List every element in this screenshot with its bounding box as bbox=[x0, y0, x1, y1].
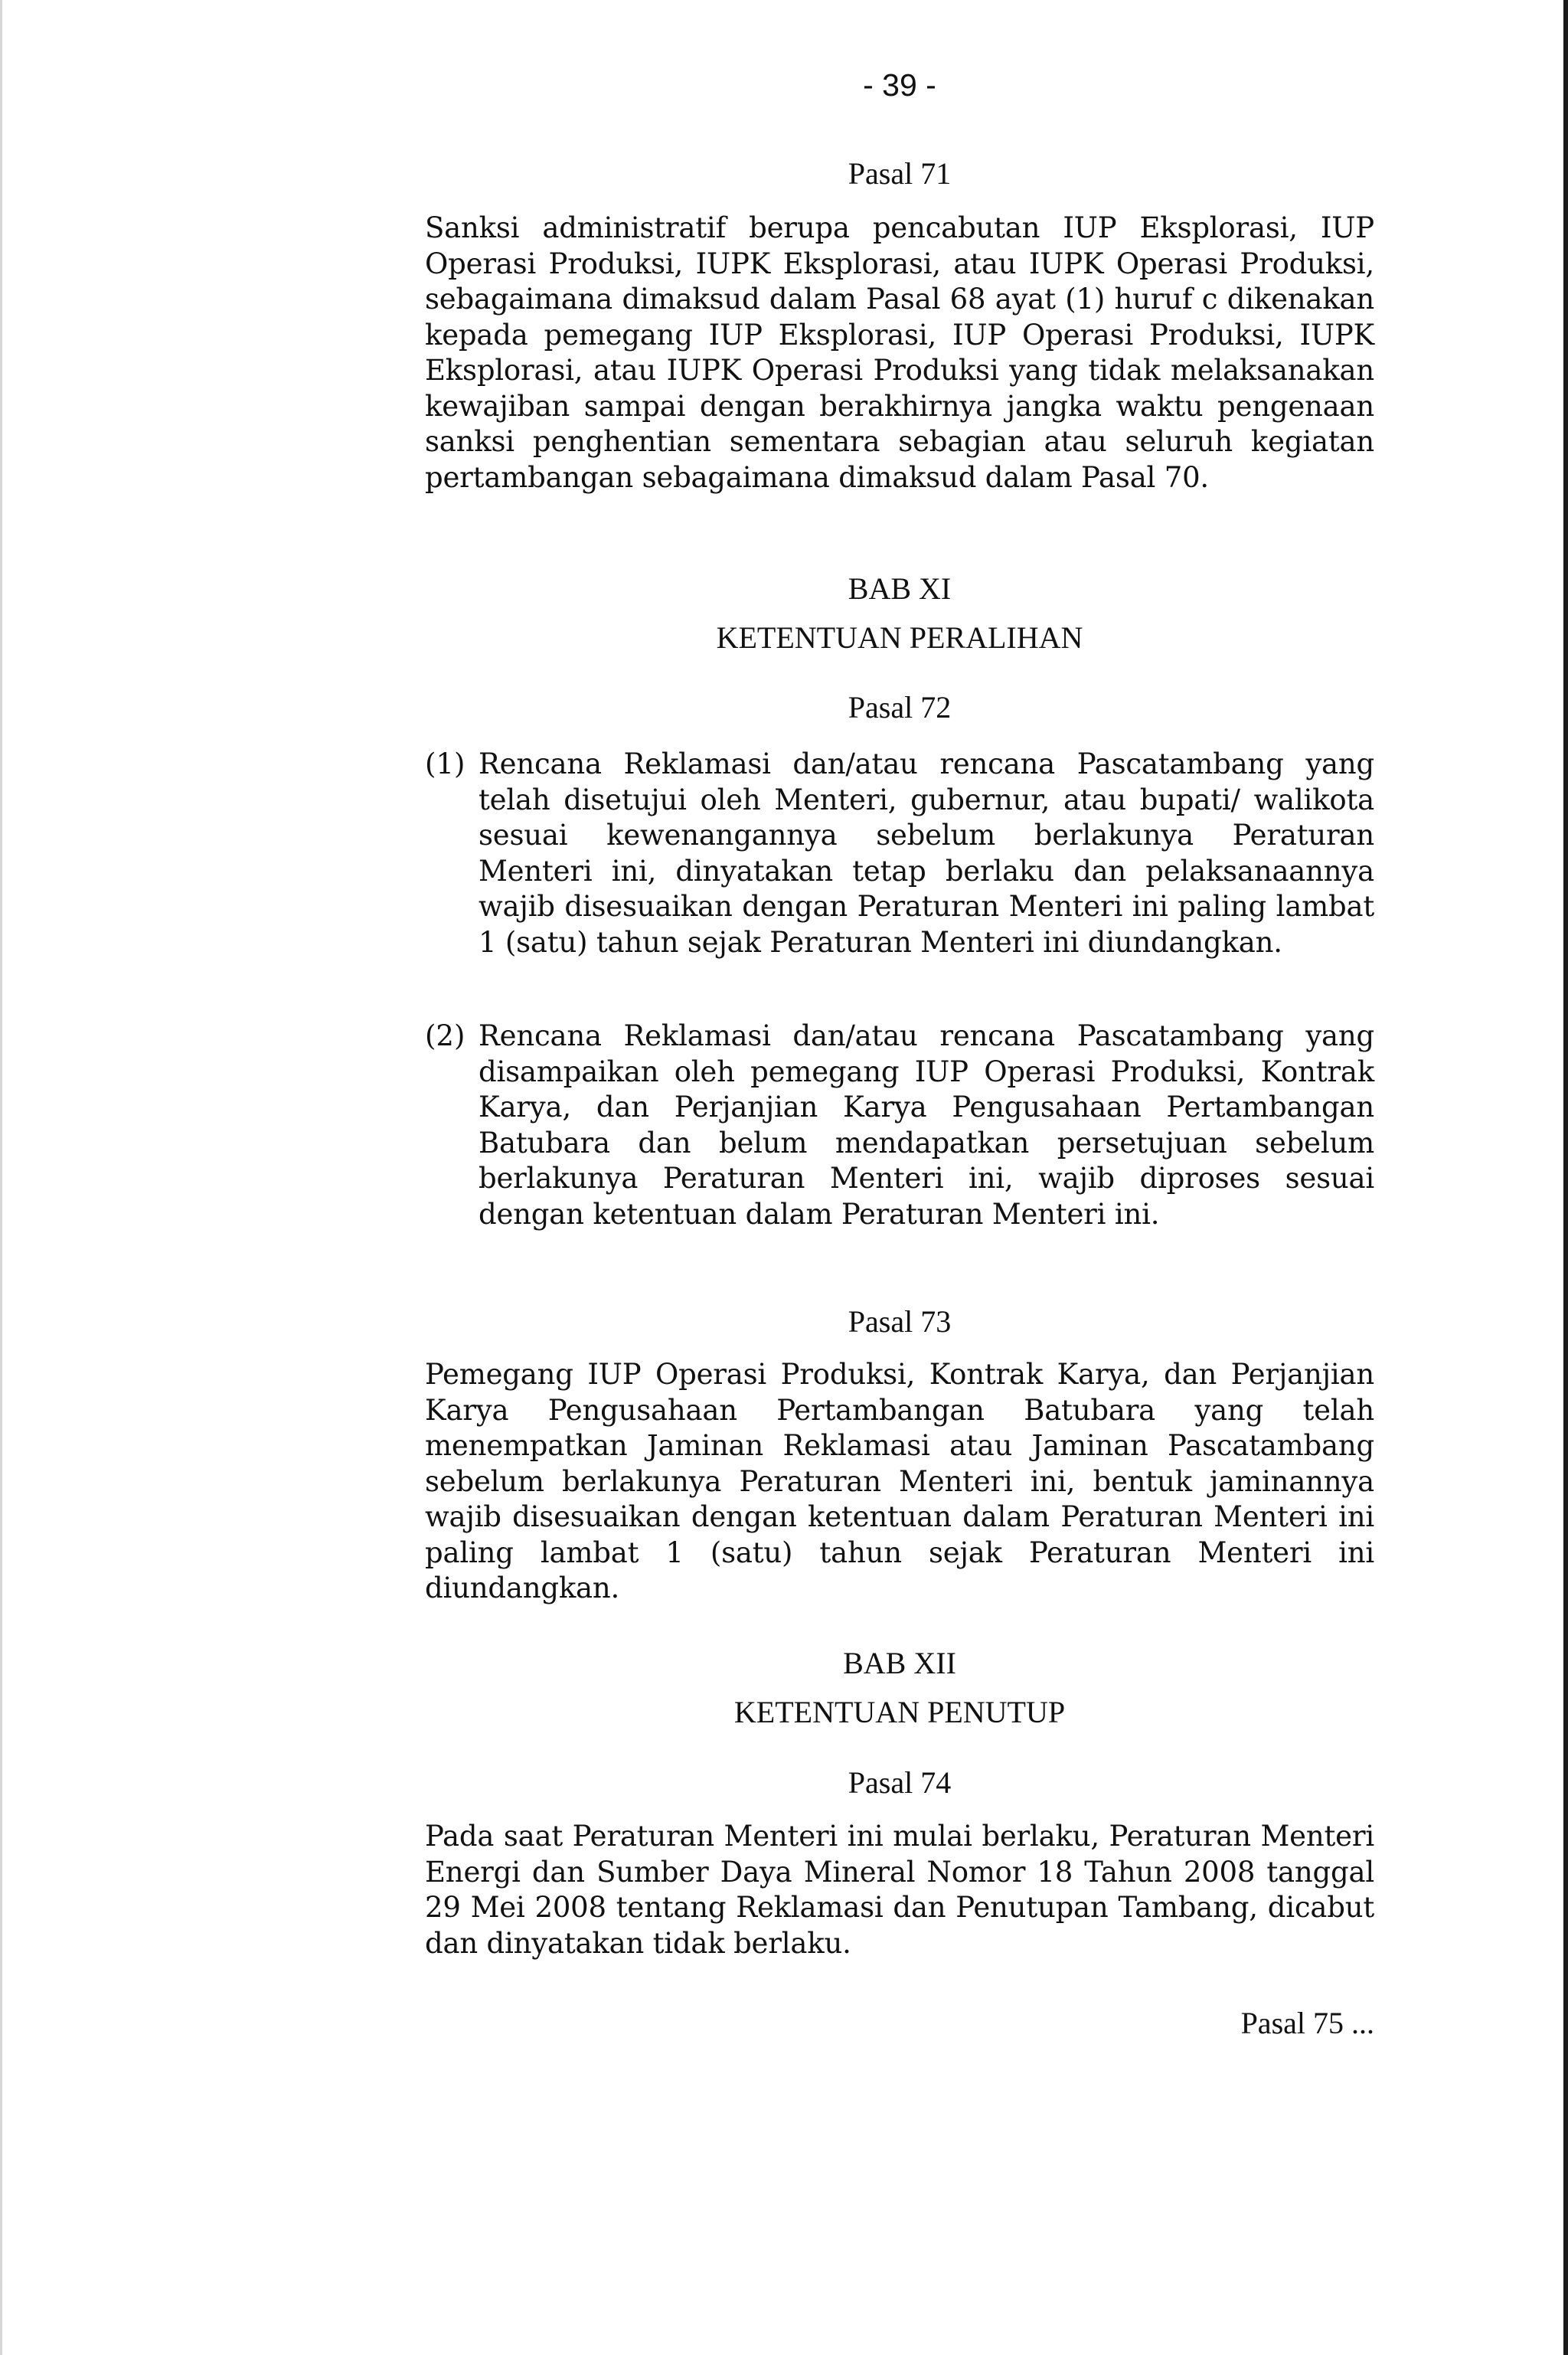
continuation-marker: Pasal 75 ... bbox=[1240, 2006, 1374, 2040]
bab-12-title: BAB XII bbox=[843, 1646, 956, 1680]
page-number: - 39 - bbox=[863, 67, 936, 103]
pasal-74-title: Pasal 74 bbox=[848, 1765, 952, 1800]
scan-edge-right bbox=[1563, 0, 1568, 2355]
pasal-73-text: Pemegang IUP Operasi Produksi, Kontrak Karya, dan Perjanjian Karya Pengusahaan Pertambangan Batubara yang telah menempatkan Jaminan Reklamasi atau Jaminan Pascatambang sebelum berlakunya Peraturan Menteri ini, bentuk jaminannya wajib disesuaikan dengan ketentuan dalam Peraturan Menteri ini paling lambat 1 (satu) tahun sejak Peraturan Menteri ini diundangkan. bbox=[425, 1358, 1374, 1604]
pasal-71-text: Sanksi administratif berupa pencabutan IUP Eksplorasi, IUP Operasi Produksi, IUPK Eksplorasi, atau IUPK Operasi Produksi, sebagaimana dimaksud dalam Pasal 68 ayat (1) huruf c dikenakan kepada pemegang IUP Eksplorasi, IUP Operasi Produksi, IUPK Eksplorasi, atau IUPK Operasi Produksi yang tidak melaksanakan kewajiban sampai dengan berakhirnya jangka waktu pengenaan sanksi penghentian sementara sebagian atau seluruh kegiatan pertambangan sebagaimana dimaksud dalam Pasal 70. bbox=[425, 211, 1374, 494]
scan-edge-left bbox=[0, 0, 2, 2355]
pasal-72-title: Pasal 72 bbox=[848, 690, 952, 724]
bab-11-title: BAB XI bbox=[848, 571, 952, 606]
pasal-73-title: Pasal 73 bbox=[848, 1304, 952, 1339]
item-number: (2) bbox=[425, 1019, 466, 1052]
bab-12-subtitle: KETENTUAN PENUTUP bbox=[733, 1695, 1066, 1729]
item-text: Rencana Reklamasi dan/atau rencana Pascatambang yang disampaikan oleh pemegang IUP Operasi Produksi, Kontrak Karya, dan Perjanjian Karya Pengusahaan Pertambangan Batubara dan belum mendapatkan persetujuan sebelum berlakunya Peraturan Menteri ini, wajib diproses sesuai dengan ketentuan dalam Peraturan Menteri ini. bbox=[479, 1019, 1374, 1231]
item-number: (1) bbox=[425, 747, 466, 780]
bab-11-subtitle: KETENTUAN PERALIHAN bbox=[716, 620, 1083, 655]
pasal-74-text: Pada saat Peraturan Menteri ini mulai berlaku, Peraturan Menteri Energi dan Sumber Daya Mineral Nomor 18 Tahun 2008 tanggal 29 Mei 2008 tentang Reklamasi dan Penutupan Tambang, dicabut dan dinyatakan tidak berlaku. bbox=[425, 1820, 1374, 1960]
item-text: Rencana Reklamasi dan/atau rencana Pascatambang yang telah disetujui oleh Menteri, gubernur, atau bupati/ walikota sesuai kewenangannya sebelum berlakunya Peraturan Menteri ini, dinyatakan tetap berlaku dan pelaksanaannya wajib disesuaikan dengan Peraturan Menteri ini paling lambat 1 (satu) tahun sejak Peraturan Menteri ini diundangkan. bbox=[479, 747, 1374, 959]
pasal-71-title: Pasal 71 bbox=[848, 156, 952, 191]
